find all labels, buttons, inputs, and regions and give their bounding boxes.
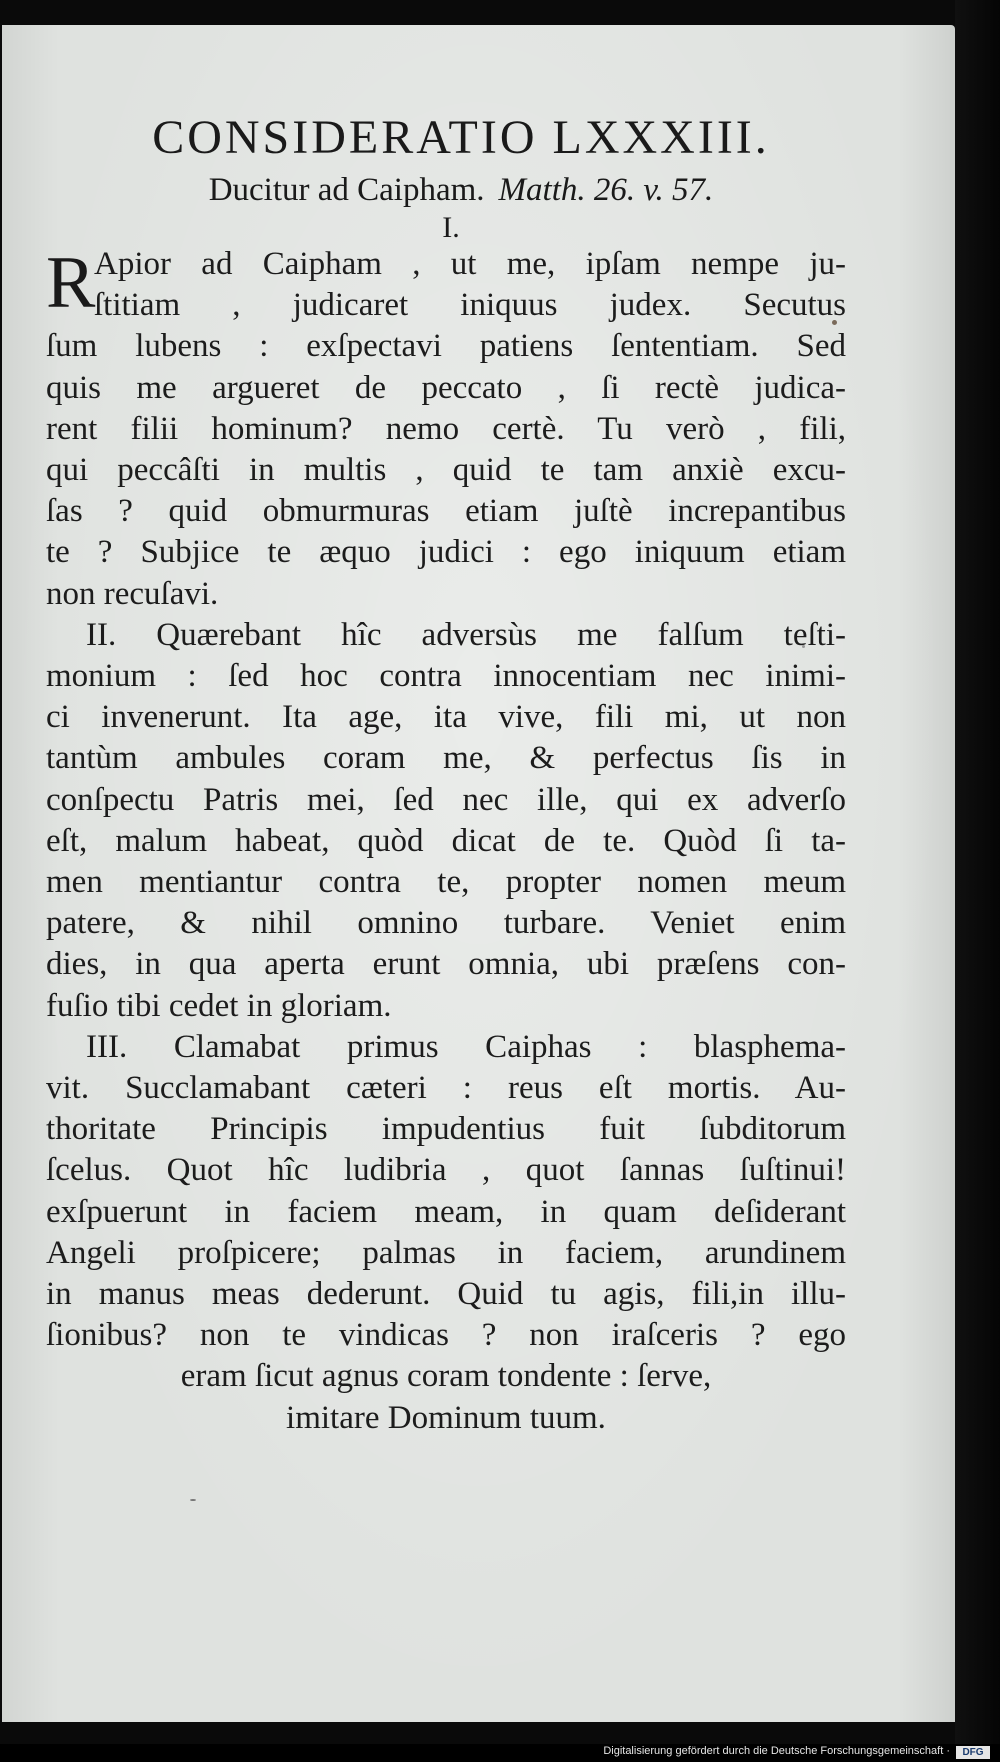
text-line: ſum lubens : exſpectavi patiens ſententiam. Sed (46, 328, 846, 365)
paragraph-3 (46, 1027, 846, 1357)
text-line: ci invenerunt. Ita age, ita vive, fili mi, ut non (46, 699, 846, 736)
text-line: qui peccâſti in multis , quid te tam anxiè excu- (46, 452, 846, 489)
text-line: quis me argueret de peccato , ſi rectè judica- (46, 369, 846, 406)
text-line: te ? Subjice te æquo judici : ego iniquum etiam (46, 534, 846, 571)
text-line: tantùm ambules coram me, & perfectus ſis in (46, 740, 846, 777)
scripture-reference: Matth. 26. v. 57. (498, 172, 714, 208)
text-line: dies, in qua aperta erunt omnia, ubi præſens con- (46, 946, 846, 983)
dfg-logo: DFG (956, 1746, 990, 1759)
text-line: exſpuerunt in faciem meam, in quam deſiderant (46, 1193, 846, 1230)
text-line: patere, & nihil omnino turbare. Veniet enim (46, 905, 846, 942)
drop-cap: R (46, 242, 96, 324)
paper-speck (190, 1499, 196, 1501)
chapter-heading: CONSIDERATIO LXXXIII. (152, 111, 770, 164)
text-line: thoritate Principis impudentius fuit ſubditorum (46, 1111, 846, 1148)
digitization-credit: Digitalisierung gefördert durch die Deutsche Forschungsgemeinschaft · (603, 1745, 950, 1757)
text-line: non recuſavi. (46, 575, 219, 612)
paragraph-2 (46, 615, 846, 1027)
text-line: ſcelus. Quot hîc ludibria , quot ſannas ſuſtinui! (46, 1152, 846, 1189)
text-line: in manus meas dederunt. Quid tu agis, fili,in illu- (46, 1276, 846, 1313)
text-line: eſt, malum habeat, quòd dicat de te. Quòd ſi ta- (46, 822, 846, 859)
paragraph-1 (46, 244, 846, 615)
text-line: imitare Dominum tuum. (286, 1399, 606, 1436)
text-line: III. Clamabat primus Caiphas : blasphema- (86, 1028, 846, 1065)
text-line: ſionibus? non te vindicas ? non iraſceris ? ego (46, 1317, 846, 1354)
page-text (46, 108, 846, 1439)
text-line: men mentiantur contra te, propter nomen meum (46, 864, 846, 901)
chapter-subheading (76, 168, 846, 212)
text-line: II. Quærebant hîc adversùs me falſum teſti- (86, 616, 846, 653)
subheading-title: Ducitur ad Caipham. (208, 172, 485, 208)
text-line: fuſio tibi cedet in gloriam. (46, 987, 392, 1024)
text-line: monium : ſed hoc contra innocentiam nec inimi- (46, 658, 846, 695)
section-numeral: I. (442, 211, 460, 244)
closing-lines (46, 1356, 846, 1438)
text-line: Apior ad Caipham , ut me, ipſam nempe ju- (94, 246, 846, 282)
text-line: eram ſicut agnus coram tondente : ſerve, (180, 1358, 712, 1395)
text-line: ſtitiam , judicaret iniquus judex. Secutus (94, 287, 846, 324)
text-line: conſpectu Patris mei, ſed nec ille, qui ex adverſo (46, 781, 846, 818)
text-line: vit. Succlamabant cæteri : reus eſt mortis. Au- (46, 1070, 846, 1107)
book-edge-shadow (955, 0, 1000, 1762)
text-line: Angeli proſpicere; palmas in faciem, arundinem (46, 1234, 846, 1271)
text-line: ſas ? quid obmurmuras etiam juſtè increpantibus (46, 493, 846, 530)
text-line: rent filii hominum? nemo certè. Tu verò , fili, (46, 410, 846, 447)
